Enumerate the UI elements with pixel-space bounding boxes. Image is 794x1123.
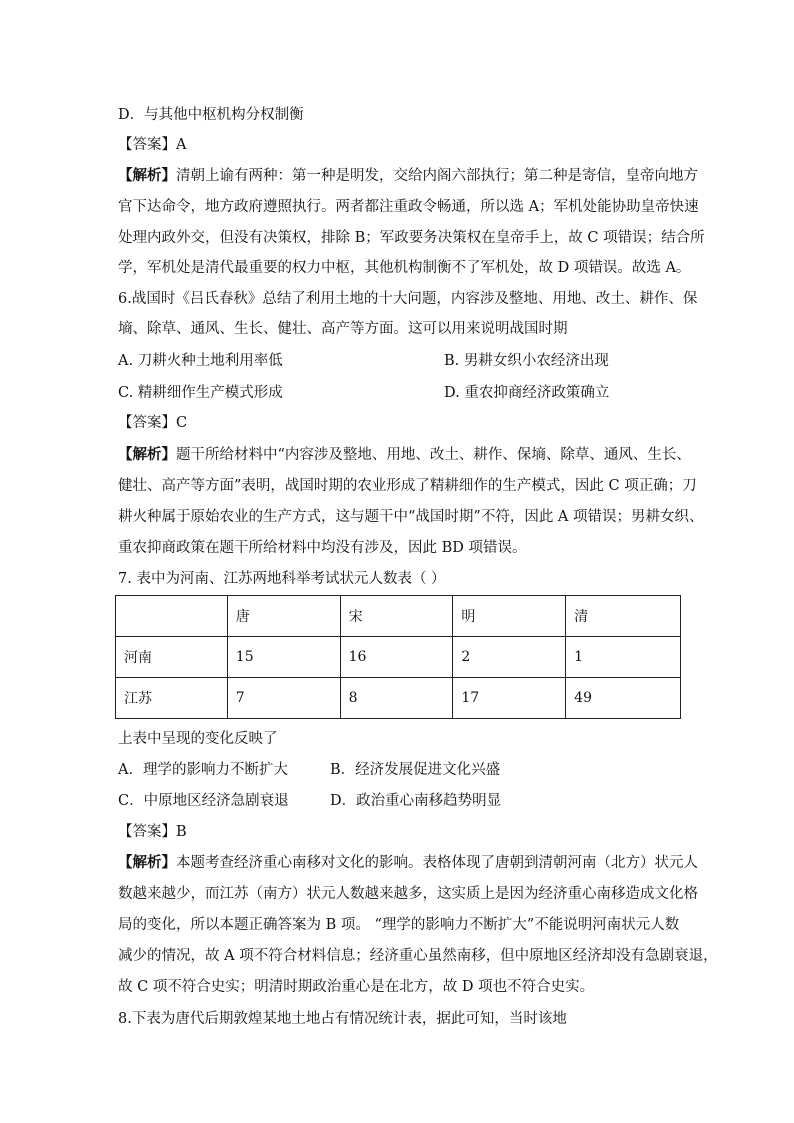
q5-analysis-line-2: 官下达命令，地方政府遵照执行。两者都注重政令畅通，所以选 A；军机处能协助皇帝快速 bbox=[118, 199, 699, 215]
q6-option-a: A. 刀耕火种土地利用率低 bbox=[118, 353, 283, 369]
q6-analysis-line-3: 耕火种属于原始农业的生产方式，这与题干中“战国时期”不符，因此 A 项错误；男耕女织、 bbox=[118, 509, 704, 525]
q6-analysis-line-1: 【解析】题干所给材料中“内容涉及整地、用地、改土、耕作、保墒、除草、通风、生长、 bbox=[118, 446, 691, 463]
q6-analysis-line-4: 重农抑商政策在题干所给材料中均没有涉及，因此 BD 项错误。 bbox=[118, 540, 527, 556]
q5-answer: 【答案】A bbox=[118, 137, 187, 153]
q7-answer: 【答案】B bbox=[118, 824, 187, 840]
q6-option-d: D. 重农抑商经济政策确立 bbox=[444, 385, 610, 401]
q8-stem: 8.下表为唐代后期敦煌某地土地占有情况统计表，据此可知，当时该地 bbox=[118, 1011, 567, 1027]
q7-analysis-line-2: 数越来越少，而江苏（南方）状元人数越来越多，这实质上是因为经济重心南移造成文化格 bbox=[118, 886, 698, 902]
table-cell: 唐 bbox=[227, 596, 340, 637]
table-row bbox=[116, 678, 681, 719]
table-cell: 7 bbox=[227, 678, 340, 719]
q7-table bbox=[115, 595, 681, 719]
q7-analysis-line-4: 减少的情况，故 A 项不符合材料信息；经济重心虽然南移，但中原地区经济却没有急剧衰退， bbox=[118, 948, 718, 964]
q7-analysis-label: 【解析】 bbox=[118, 854, 176, 871]
q6-option-c: C. 精耕细作生产模式形成 bbox=[118, 385, 283, 401]
q5-option-d: D．与其他中枢机构分权制衡 bbox=[118, 107, 304, 123]
q6-analysis-label: 【解析】 bbox=[118, 446, 176, 463]
q6-stem-line-2: 墒、除草、通风、生长、健壮、高产等方面。这可以用来说明战国时期 bbox=[118, 321, 568, 337]
q7-after-table: 上表中呈现的变化反映了 bbox=[118, 731, 278, 747]
table-cell: 河南 bbox=[116, 637, 228, 678]
q5-analysis-label: 【解析】 bbox=[118, 167, 176, 184]
table-header-row bbox=[116, 596, 681, 637]
q6-analysis-line-2: 健壮、高产等方面”表明，战国时期的农业形成了精耕细作的生产模式，因此 C 项正确；刀 bbox=[118, 478, 697, 494]
table-cell: 明 bbox=[453, 596, 566, 637]
table-cell: 江苏 bbox=[116, 678, 228, 719]
q5-analysis-line-4: 学，军机处是清代最重要的权力中枢，其他机构制衡不了军机处，故 D 项错误。故选 A。 bbox=[118, 260, 691, 276]
q7-option-b: B．经济发展促进文化兴盛 bbox=[330, 762, 501, 778]
q7-option-a: A．理学的影响力不断扩大 bbox=[118, 762, 288, 778]
table-cell: 17 bbox=[453, 678, 566, 719]
q7-analysis-line-5: 故 C 项不符合史实；明清时期政治重心是在北方，故 D 项也不符合史实。 bbox=[118, 979, 595, 995]
q7-option-d: D．政治重心南移趋势明显 bbox=[330, 793, 502, 809]
q6-answer: 【答案】C bbox=[118, 415, 188, 431]
q5-analysis-line-3: 处理内政外交，但没有决策权，排除 B；军政要务决策权在皇帝手上，故 C 项错误；结合所 bbox=[118, 230, 705, 246]
table-cell: 16 bbox=[340, 637, 453, 678]
table-cell bbox=[116, 596, 228, 637]
table-cell: 15 bbox=[227, 637, 340, 678]
table-cell: 49 bbox=[566, 678, 681, 719]
q5-analysis-line-1: 【解析】清朝上谕有两种：第一种是明发，交给内阁六部执行；第二种是寄信，皇帝向地方 bbox=[118, 167, 698, 184]
q6-stem-line-1: 6.战国时《吕氏春秋》总结了利用土地的十大问题，内容涉及整地、用地、改土、耕作、保 bbox=[118, 291, 698, 307]
q7-analysis-line-3: 局的变化，所以本题正确答案为 B 项。 “理学的影响力不断扩大”不能说明河南状元人数 bbox=[118, 917, 680, 933]
table-cell: 2 bbox=[453, 637, 566, 678]
q6-option-b: B. 男耕女织小农经济出现 bbox=[444, 353, 609, 369]
q7-option-c: C．中原地区经济急剧衰退 bbox=[118, 793, 289, 809]
table-cell: 1 bbox=[566, 637, 681, 678]
table-row bbox=[116, 637, 681, 678]
q7-stem: 7. 表中为河南、江苏两地科举考试状元人数表（ ） bbox=[118, 571, 446, 587]
table-cell: 宋 bbox=[340, 596, 453, 637]
table-cell: 8 bbox=[340, 678, 453, 719]
table-cell: 清 bbox=[566, 596, 681, 637]
q7-analysis-line-1: 【解析】本题考查经济重心南移对文化的影响。表格体现了唐朝到清朝河南（北方）状元人 bbox=[118, 854, 698, 871]
